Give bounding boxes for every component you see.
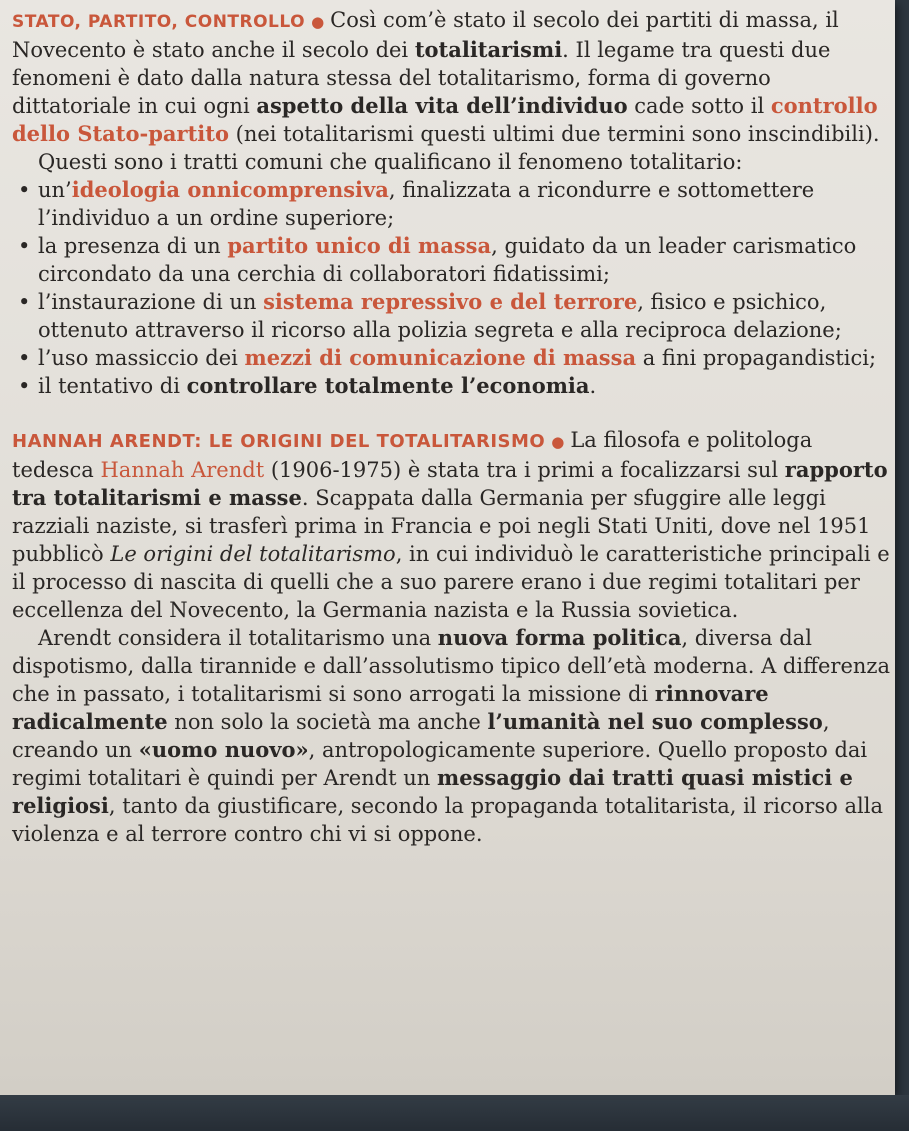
list-item <box>12 288 890 344</box>
body-text: (nei totalitarismi questi ultimi due termini sono inscindibili). <box>228 122 880 146</box>
body-text: , fisico e psichico, ottenuto attraverso il ricorso alla polizia segreta e alla reciproca delazione; <box>38 290 842 342</box>
body-text: , antropologicamente superiore. Quello proposto dai regimi totalitari è quindi per Arendt un <box>12 738 868 790</box>
traits-list <box>12 176 890 400</box>
emphasis-text: ideologia onnicomprensiva <box>71 177 389 202</box>
body-text: , finalizzata a ricondurre e sottomettere l’individuo a un ordine superiore; <box>38 178 815 230</box>
paragraph-arendt-2 <box>12 624 890 848</box>
body-text: , diversa dal dispotismo, dalla tirannide e dall’assolutismo tipico dell’età moderna. A differenza che in passato, i totalitarismi si sono arrogati la missione di <box>12 626 890 706</box>
list-item <box>12 344 890 372</box>
body-text: l’instaurazione di un <box>38 290 264 314</box>
emphasis-text: rapporto tra totalitarismi e masse <box>12 457 888 510</box>
emphasis-text: mezzi di comunicazione di massa <box>244 345 637 370</box>
body-text: l’uso massiccio dei <box>38 346 245 370</box>
emphasis-text: totalitarismi <box>414 37 563 62</box>
body-text: cade sotto il <box>627 94 771 118</box>
body-text: non solo la società ma anche <box>167 710 488 734</box>
heading-bullet-icon: ● <box>311 13 325 31</box>
body-text: (1906-1975) è stata tra i primi a focalizzarsi sul <box>264 458 785 482</box>
emphasis-text: sistema repressivo e del terrore <box>263 289 638 314</box>
section-heading: STATO, PARTITO, CONTROLLO <box>12 12 306 32</box>
body-text: a fini propagandistici; <box>636 346 877 370</box>
emphasis-text: «uomo nuovo» <box>138 737 309 762</box>
emphasis-text: messaggio dai tratti quasi mistici e religiosi <box>12 765 853 818</box>
emphasis-text: controllare totalmente l’economia <box>186 373 590 398</box>
emphasis-text: l’umanità nel suo complesso <box>487 709 823 734</box>
body-text: il tentativo di <box>38 374 187 398</box>
emphasis-text: Le origini del totalitarismo <box>110 542 396 566</box>
emphasis-text: Hannah Arendt <box>100 458 265 482</box>
body-text: . <box>589 374 597 398</box>
list-item <box>12 372 890 400</box>
body-text: La filosofa e politologa tedesca <box>12 428 813 482</box>
background-strip <box>0 1095 909 1131</box>
page-text <box>12 6 890 848</box>
body-text: la presenza di un <box>38 234 228 258</box>
section-heading: HANNAH ARENDT: LE ORIGINI DEL TOTALITARISMO <box>12 431 546 452</box>
body-text: , guidato da un leader carismatico circondato da una cerchia di collaboratori fidatissimi; <box>38 234 857 286</box>
emphasis-text: rinnovare radicalmente <box>12 681 769 734</box>
heading-bullet-icon: ● <box>551 433 565 451</box>
paragraph-arendt-1 <box>12 426 890 624</box>
body-text: . Il legame tra questi due fenomeni è dato dalla natura stessa del totalitarismo, forma di governo dittatoriale in cui ogni <box>12 38 831 118</box>
list-item <box>12 232 890 288</box>
emphasis-text: aspetto della vita dell’individuo <box>256 93 628 118</box>
body-text: , in cui individuò le caratteristiche principali e il processo di nascita di quelli che a suo parere erano i due regimi totalitari per eccellenza del Novecento, la Germania nazista e la Russia sovietica. <box>12 542 890 622</box>
emphasis-text: partito unico di massa <box>227 233 492 258</box>
list-item <box>12 176 890 232</box>
section-hannah-arendt <box>12 426 890 848</box>
paragraph-traits-intro: Questi sono i tratti comuni che qualificano il fenomeno totalitario: <box>38 150 743 174</box>
emphasis-text: controllo dello Stato-partito <box>12 93 878 146</box>
emphasis-text: nuova forma politica <box>437 625 682 650</box>
paragraph-arendt-intro <box>12 428 890 622</box>
body-text: Arendt considera il totalitarismo una <box>38 626 438 650</box>
body-text: , tanto da giustificare, secondo la propaganda totalitarista, il ricorso alla violenza e al terrore contro chi vi si oppone. <box>12 794 883 846</box>
body-text: un’ <box>38 178 72 202</box>
body-text: . Scappata dalla Germania per sfuggire alle leggi razziali naziste, si trasferì prima in Francia e poi negli Stati Uniti, dove nel 1951 pubblicò <box>12 486 871 566</box>
body-text: , creando un <box>12 710 830 762</box>
body-text: Così com’è stato il secolo dei partiti di massa, il Novecento è stato anche il secolo dei <box>12 8 839 62</box>
section-stato-partito-controllo <box>12 6 890 148</box>
